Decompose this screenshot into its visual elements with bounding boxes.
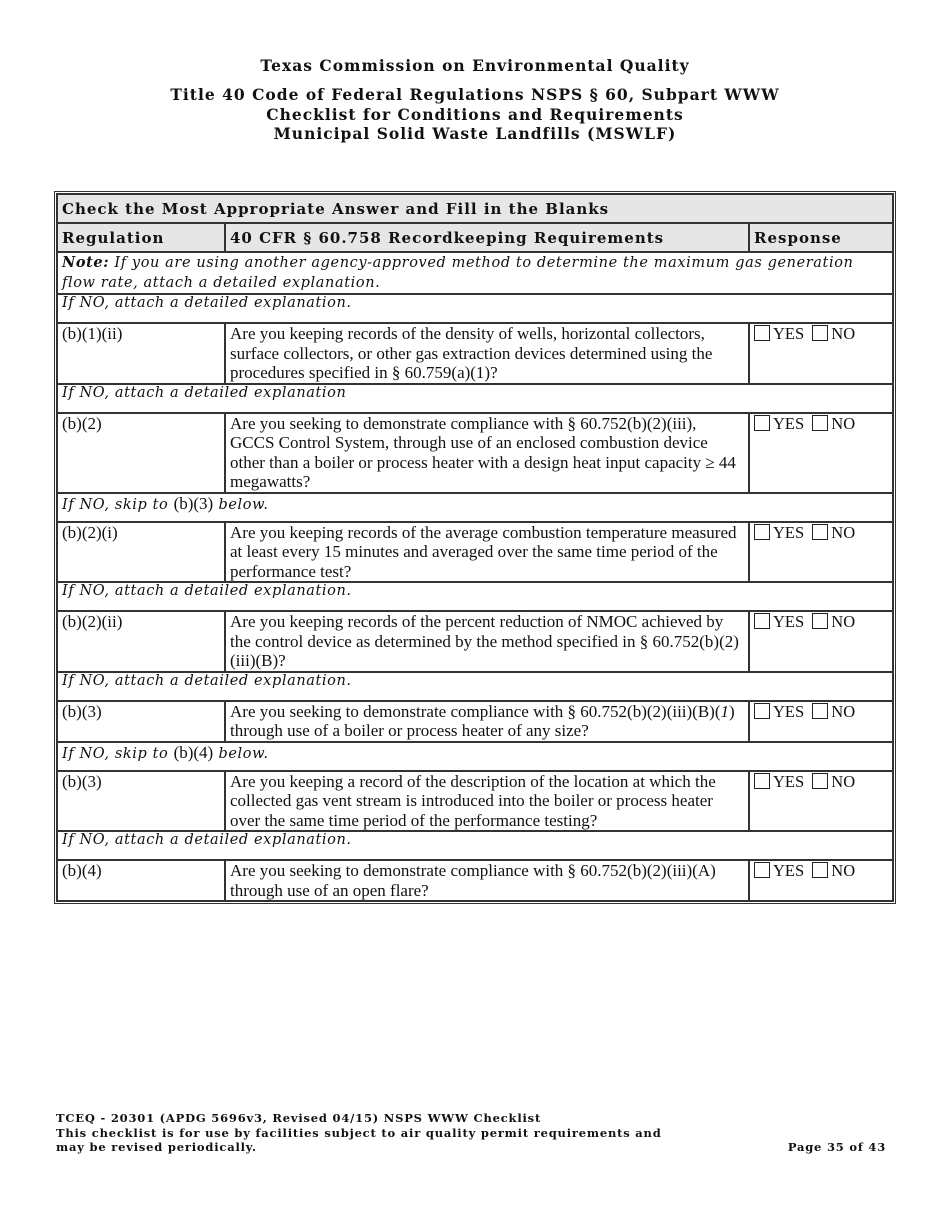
note-row [57,252,893,294]
question-text: Are you seeking to demonstrate compliance with § 60.752(b)(2)(iii)(B)( [230,701,721,721]
footer-disclaimer-line-2: may be revised periodically. [56,1140,257,1154]
note-label: Note: [62,254,110,271]
instruction-row: If NO, attach a detailed explanation. [57,294,893,323]
question-cell [225,701,749,742]
question-cell: Are you keeping records of the average combustion temperature measured at least every 15 minutes and averaged over the same time period of the performance test? [225,522,749,583]
regulation-cell: (b)(2)(i) [57,522,225,583]
yes-label: YES [773,861,805,880]
page-number: Page 35 of 43 [787,1140,886,1154]
response-cell [749,771,893,832]
title-line-3: Municipal Solid Waste Landfills (MSWLF) [273,124,677,143]
regulation-cell: (b)(4) [57,860,225,901]
no-checkbox[interactable] [812,325,828,341]
instruction-text: If NO, skip to [62,745,174,762]
question-cell: Are you keeping records of the density of wells, horizontal collectors, surface collectors, or other gas extraction devices determined using the procedures specified in § 60.759(a)(1)? [225,323,749,384]
instruction-text: below. [213,496,269,513]
question-italic: 1 [720,701,730,721]
document-title [0,85,950,144]
instruction-row: If NO, attach a detailed explanation. [57,831,893,860]
instruction-reference: (b)(3) [173,493,214,513]
table-row [57,771,893,832]
no-checkbox[interactable] [812,862,828,878]
instruction-row [57,493,893,522]
yes-checkbox[interactable] [754,415,770,431]
yes-checkbox[interactable] [754,703,770,719]
footer-info [56,1111,662,1155]
instruction-reference: (b)(4) [173,742,214,762]
table-row [57,860,893,901]
no-label: NO [831,522,856,542]
yes-checkbox[interactable] [754,325,770,341]
no-checkbox[interactable] [812,524,828,540]
instruction-text: If NO, skip to [62,496,174,513]
column-header-regulation: Regulation [57,223,225,252]
title-line-1: Title 40 Code of Federal Regulations NSPS § 60, Subpart WWW [170,85,780,104]
table-row [57,611,893,672]
no-checkbox[interactable] [812,703,828,719]
no-checkbox[interactable] [812,773,828,789]
regulation-cell: (b)(3) [57,771,225,832]
response-cell [749,522,893,583]
yes-label: YES [773,324,805,343]
no-label: NO [831,413,856,433]
response-cell [749,860,893,901]
no-label: NO [831,701,856,721]
footer-form-id: TCEQ - 20301 (APDG 5696v3, Revised 04/15) NSPS WWW Checklist [56,1111,542,1125]
column-header-response: Response [749,223,893,252]
response-cell [749,413,893,493]
no-checkbox[interactable] [812,415,828,431]
yes-label: YES [773,612,805,631]
title-line-2: Checklist for Conditions and Requirements [266,104,684,124]
response-cell [749,701,893,742]
instruction-row: If NO, attach a detailed explanation. [57,672,893,701]
question-text: ) through use of a boiler or process heater of any size? [230,701,735,740]
instruction-row: If NO, attach a detailed explanation [57,384,893,413]
question-cell: Are you keeping records of the percent reduction of NMOC achieved by the control device as determined by the method specified in § 60.752(b)(2)(iii)(B)? [225,611,749,672]
agency-name: Texas Commission on Environmental Quality [260,56,690,75]
response-cell [749,323,893,384]
no-label: NO [831,324,856,343]
yes-checkbox[interactable] [754,524,770,540]
no-label: NO [831,771,856,791]
question-cell: Are you seeking to demonstrate compliance with § 60.752(b)(2)(iii)(A) through use of an open flare? [225,860,749,901]
regulation-cell: (b)(1)(ii) [57,323,225,384]
yes-label: YES [773,522,805,542]
regulation-cell: (b)(2)(ii) [57,611,225,672]
column-header-requirement: 40 CFR § 60.758 Recordkeeping Requirements [225,223,749,252]
table-row [57,413,893,493]
yes-label: YES [773,701,805,721]
table-row [57,323,893,384]
no-checkbox[interactable] [812,613,828,629]
yes-checkbox[interactable] [754,613,770,629]
note-text: If you are using another agency-approved method to determine the maximum gas generation flow rate, attach a detailed explanation. [62,255,854,291]
checklist-table [54,191,896,904]
table-banner: Check the Most Appropriate Answer and Fill in the Blanks [57,194,893,223]
no-label: NO [831,861,856,880]
yes-label: YES [773,413,805,433]
table-row [57,701,893,742]
no-label: NO [831,612,856,631]
regulation-cell: (b)(2) [57,413,225,493]
yes-checkbox[interactable] [754,862,770,878]
instruction-row [57,742,893,771]
question-cell: Are you seeking to demonstrate compliance with § 60.752(b)(2)(iii), GCCS Control System, through use of an enclosed combustion device other than a boiler or process heater with a design heat input capacity ≥ 44 megawatts? [225,413,749,493]
question-cell: Are you keeping a record of the description of the location at which the collected gas vent stream is introduced into the boiler or process heater over the same time period of the performance testing? [225,771,749,832]
response-cell [749,611,893,672]
instruction-row: If NO, attach a detailed explanation. [57,582,893,611]
yes-label: YES [773,771,805,791]
instruction-text: below. [213,745,269,762]
regulation-cell: (b)(3) [57,701,225,742]
footer-disclaimer-line-1: This checklist is for use by facilities subject to air quality permit requirements and [56,1125,662,1140]
yes-checkbox[interactable] [754,773,770,789]
table-row [57,522,893,583]
